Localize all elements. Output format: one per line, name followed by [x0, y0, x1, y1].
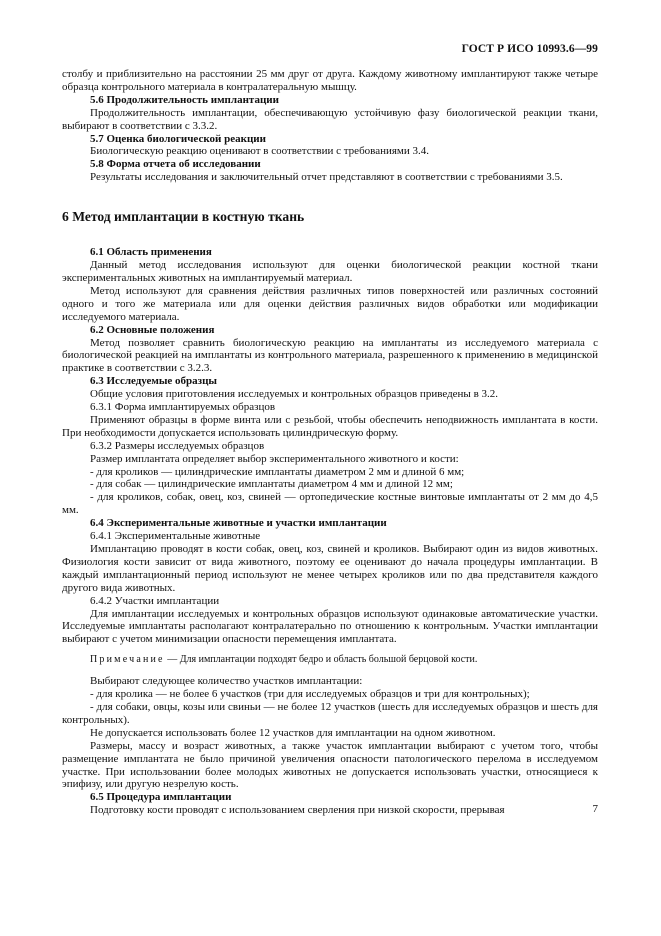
subsection-heading	[62, 791, 598, 804]
subsection-heading	[62, 517, 598, 530]
running-header: ГОСТ Р ИСО 10993.6—99	[461, 43, 598, 55]
paragraph: Результаты исследования и заключительный отчет представляют в соответствии с требованиями 3.5.	[90, 171, 563, 184]
paragraph: Имплантацию проводят в кости собак, овец, коз, свиней и кроликов. Выбирают один из видов животных. Физиология кости зависит от вида животного, поэтому ее оценивают до начала процедуры имплантации. В каждый имплантационный период используют не менее четырех кроликов или по два представителя каждого другого вида животных.	[62, 543, 598, 594]
note	[62, 654, 598, 667]
subsection-heading	[62, 158, 598, 171]
paragraph: - для собаки, овцы, козы или свиньи — не более 12 участков (шесть для исследуемых образцов и шесть для контрольных).	[62, 700, 598, 726]
paragraph: 6.4.1 Экспериментальные животные	[90, 530, 261, 543]
note-label: Примечание	[90, 654, 165, 666]
page-number: 7	[592, 803, 598, 815]
subsection-heading	[62, 133, 598, 146]
heading-number: 6.3	[90, 375, 104, 388]
document-page	[62, 0, 598, 936]
heading-title: Экспериментальные животные и участки имплантации	[106, 517, 387, 530]
paragraph: - для кроликов, собак, овец, коз, свиней — ортопедические костные винтовые имплантаты от 2 мм до 4,5 мм.	[62, 491, 598, 517]
paragraph: 6.4.2 Участки имплантации	[90, 594, 220, 607]
heading-number: 5.7	[90, 132, 104, 145]
paragraph: Общие условия приготовления исследуемых и контрольных образцов приведены в 3.2.	[90, 388, 499, 401]
paragraph: Применяют образцы в форме винта или с резьбой, чтобы обеспечить неподвижность имплантата в кости. При необходимости допускается использовать цилиндрическую форму.	[62, 413, 598, 439]
subsection-heading	[62, 246, 598, 259]
paragraph: - для собак — цилиндрические имплантаты диаметром 4 мм и длиной 12 мм;	[90, 478, 453, 491]
paragraph: - для кроликов — цилиндрические имплантаты диаметром 2 мм и длиной 6 мм;	[90, 465, 465, 478]
heading-number: 6.5	[90, 791, 104, 804]
paragraph: Размер имплантата определяет выбор экспериментального животного и кости:	[90, 452, 459, 465]
heading-title: Продолжительность имплантации	[106, 93, 279, 106]
paragraph: Для имплантации исследуемых и контрольных образцов используют одинаковые автоматические участки. Исследуемые имплантаты располагают контралатерально по отношению к контрольным. Участки имплантации выбирают с учетом минимизации опасности перемещения имплантата.	[62, 607, 598, 646]
heading-title: Основные положения	[106, 323, 215, 336]
heading-number: 6.4	[90, 517, 104, 530]
note-text: — Для имплантации подходят бедро и область большой берцовой кости.	[164, 654, 478, 666]
paragraph: Подготовку кости проводят с использованием сверления при низкой скорости, прерывая	[90, 804, 505, 817]
section-heading: 6 Метод имплантации в костную ткань	[62, 209, 305, 225]
heading-title: Форма отчета об исследовании	[106, 158, 261, 171]
paragraph: Размеры, массу и возраст животных, а также участок имплантации выбирают с учетом того, чтобы размещение имплантата не было причиной увеличения опасности патологического перелома в исследуемом участке. При использовании более молодых животных не допускается использовать участки, относящиеся к эпифизу, или другую незрелую кость.	[62, 739, 598, 791]
heading-number: 5.8	[90, 158, 104, 171]
paragraph: Не допускается использовать более 12 участков для имплантации на одном животном.	[90, 726, 496, 739]
paragraph: Продолжительность имплантации, обеспечивающую устойчивую фазу биологической реакции ткани, выбирают в соответствии с 3.3.2.	[62, 106, 598, 132]
heading-number: 5.6	[90, 93, 104, 106]
paragraph: 6.3.1 Форма имплантируемых образцов	[90, 401, 276, 414]
heading-number: 6.2	[90, 323, 104, 336]
paragraph: столбу и приблизительно на расстоянии 25 мм друг от друга. Каждому животному имплантируют также четыре образца контрольного материала в контралатеральную мышцу.	[62, 68, 598, 93]
subsection-heading	[62, 324, 598, 337]
heading-title: Область применения	[106, 246, 212, 259]
paragraph: Метод позволяет сравнить биологическую реакцию на имплантаты из исследуемого материала с биологической реакцией на имплантаты из контрольного материала, разрешенного к применению в медицинской практике в соответствии с 3.2.3.	[62, 336, 598, 375]
subsection-heading	[62, 94, 598, 107]
heading-number: 6.1	[90, 246, 104, 259]
paragraph: Выбирают следующее количество участков имплантации:	[90, 675, 363, 688]
heading-title: Исследуемые образцы	[106, 375, 218, 388]
paragraph: Биологическую реакцию оценивают в соответствии с требованиями 3.4.	[90, 145, 430, 158]
paragraph: Данный метод исследования используют для оценки биологической реакции костной ткани экспериментальных животных на имплантируемый материал.	[62, 259, 598, 284]
paragraph: 6.3.2 Размеры исследуемых образцов	[90, 439, 265, 452]
heading-title: Процедура имплантации	[106, 791, 232, 804]
heading-title: Оценка биологической реакции	[106, 132, 266, 145]
paragraph: - для кролика — не более 6 участков (три для исследуемых образцов и три для контрольных);	[90, 688, 530, 701]
subsection-heading	[62, 375, 598, 388]
document-body	[62, 68, 598, 817]
paragraph: Метод используют для сравнения действия различных типов поверхностей или различных состояний одного и того же материала или для оценки действия различных видов обработки или модификации исследуемого материала.	[62, 284, 598, 323]
